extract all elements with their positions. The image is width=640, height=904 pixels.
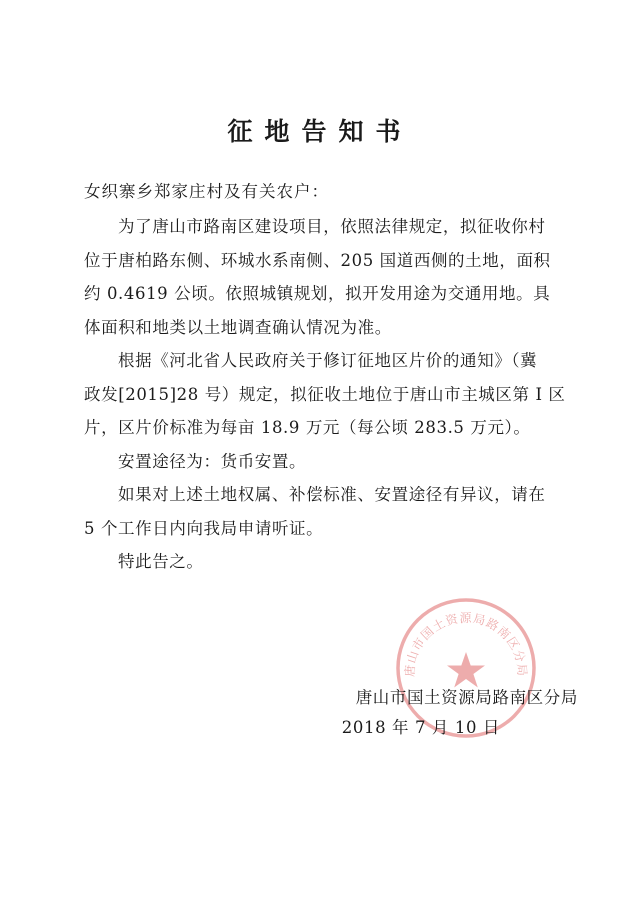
document-body — [84, 210, 574, 579]
body-line: 安置途径为：货币安置。 — [118, 451, 307, 471]
svg-text:唐山市国土资源局路南区分局: 唐山市国土资源局路南区分局 — [402, 611, 530, 678]
body-line: 特此告之。 — [118, 552, 204, 571]
document-title: 征地告知书 — [227, 117, 413, 146]
signature-block — [0, 683, 578, 743]
body-line: 如果对上述土地权属、补偿标准、安置途径有异议，请在 — [118, 485, 546, 504]
body-line: 为了唐山市路南区建设项目，依照法律规定，拟征收你村 — [118, 217, 546, 236]
body-line: 约 0.4619 公顷。依照城镇规划，拟开发用途为交通用地。具 — [84, 284, 551, 303]
body-line: 政发[2015]28 号）规定，拟征收土地位于唐山市主城区第 I 区 — [84, 384, 566, 404]
body-line: 片，区片价标准为每亩 18.9 万元（每公顷 283.5 万元）。 — [84, 418, 531, 437]
issue-date: 2018 年 7 月 10 日 — [341, 718, 500, 737]
issuing-organization: 唐山市国土资源局路南区分局 — [355, 688, 578, 707]
body-line: 根据《河北省人民政府关于修订征地区片价的通知》（冀 — [118, 351, 538, 370]
salutation: 女织寨乡郑家庄村及有关农户： — [84, 182, 329, 201]
body-line: 位于唐柏路东侧、环城水系南侧、205 国道西侧的土地，面积 — [84, 250, 551, 270]
body-line: 5 个工作日内向我局申请听证。 — [84, 518, 324, 538]
body-line: 体面积和地类以土地调查确认情况为准。 — [84, 317, 392, 337]
